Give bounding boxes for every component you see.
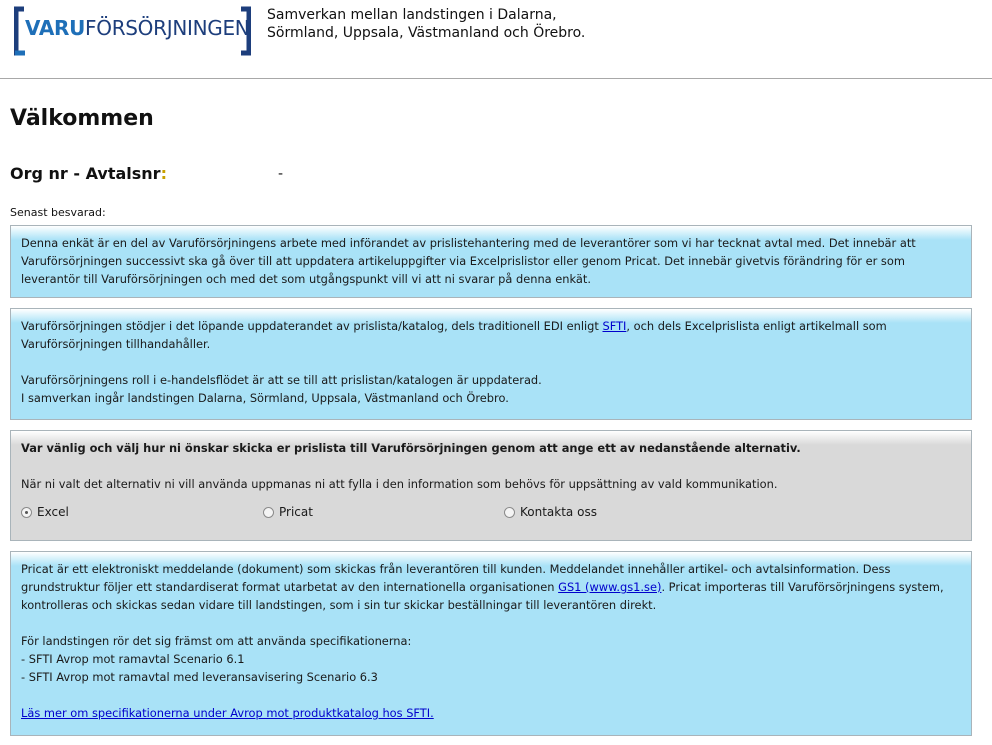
org-label — [10, 164, 167, 183]
radio-excel[interactable] — [21, 507, 32, 518]
tagline — [267, 6, 585, 42]
pricat-text-end: . Pricat importeras till Varuförsörjningens system, kontrolleras och skickas sedan vidare till landstingen, som i sin tur skickar beställningar till leverantören direkt. — [21, 580, 944, 612]
page-title: Välkommen — [10, 106, 154, 131]
logo-text-rest: FÖRSÖRJNINGEN — [85, 16, 250, 40]
pricat-info-box — [10, 551, 972, 736]
option-kontakta-oss-label: Kontakta oss — [520, 505, 597, 519]
tagline-line-1: Samverkan mellan landstingen i Dalarna, — [267, 7, 557, 23]
spec-intro: För landstingen rör det sig främst om att använda specifikationerna: — [21, 634, 412, 648]
org-value: - — [278, 166, 284, 182]
choice-options — [21, 503, 961, 523]
choice-box — [10, 430, 972, 541]
logo-text-bold: VARU — [25, 16, 86, 40]
tagline-line-2: Sörmland, Uppsala, Västmanland och Örebro. — [267, 25, 586, 41]
choice-question: Var vänlig och välj hur ni önskar skicka er prislista till Varuförsörjningen genom att ange ett av nedanstående alternativ. — [21, 441, 801, 455]
gs1-link[interactable]: GS1 (www.gs1.se) — [558, 580, 662, 594]
org-label-text: Org nr - Avtalsnr — [10, 164, 161, 183]
option-excel[interactable] — [21, 503, 69, 521]
spec-item-1: - SFTI Avrop mot ramavtal Scenario 6.1 — [21, 652, 245, 666]
radio-kontakta-oss[interactable] — [504, 507, 515, 518]
last-answered-label: Senast besvarad: — [10, 206, 106, 219]
pricat-text-start: Pricat är ett elektroniskt meddelande (dokument) som skickas från leverantören till kunden. Meddelandet innehåller artikel- och avtalsinformation. Dess grundstruktur följer ett standardiserat format utarbetat av den internationella organisationen — [21, 562, 891, 594]
radio-pricat[interactable] — [263, 507, 274, 518]
role-line-1: Varuförsörjningens roll i e-handelsflödet är att se till att prislistan/katalogen är uppdaterad. — [21, 373, 542, 387]
org-label-colon: : — [160, 164, 167, 183]
option-pricat[interactable] — [263, 503, 313, 521]
pricat-text — [21, 560, 961, 614]
option-kontakta-oss[interactable] — [504, 503, 597, 521]
read-more-sfti-link[interactable]: Läs mer om specifikationerna under Avrop mot produktkatalog hos SFTI. — [21, 706, 434, 720]
logo-text — [25, 16, 249, 40]
option-excel-label: Excel — [37, 505, 69, 519]
varuforsorjningen-logo[interactable] — [14, 6, 251, 56]
choice-instruction: När ni valt det alternativ ni vill använda uppmanas ni att fylla i den information som behövs för uppsättning av vald kommunikation. — [21, 477, 778, 491]
option-pricat-label: Pricat — [279, 505, 313, 519]
role-line-2: I samverkan ingår landstingen Dalarna, Sörmland, Uppsala, Västmanland och Örebro. — [21, 391, 509, 405]
support-text-end: , och dels Excelprislista enligt artikelmall som Varuförsörjningen tillhandahåller. — [21, 319, 887, 351]
spec-item-2: - SFTI Avrop mot ramavtal med leveransavisering Scenario 6.3 — [21, 670, 378, 684]
intro-text: Denna enkät är en del av Varuförsörjningens arbete med införandet av prislistehantering med de leverantörer som vi har tecknat avtal med. Det innebär att Varuförsörjningen successivt ska gå över till att uppdatera artikeluppgifter via Excelprislistor eller genom Pricat. Det innebär givetvis förändring för er som leverantör till Varuförsörjningen och med det som utgångspunkt vill vi att ni svarar på denna enkät. — [21, 236, 916, 286]
sfti-link[interactable]: SFTI — [602, 319, 627, 333]
support-box — [10, 308, 972, 420]
support-text — [21, 317, 961, 353]
header — [0, 0, 992, 79]
intro-box — [10, 225, 972, 298]
support-text-start: Varuförsörjningen stödjer i det löpande uppdaterandet av prislista/katalog, dels traditionell EDI enligt — [21, 319, 603, 333]
